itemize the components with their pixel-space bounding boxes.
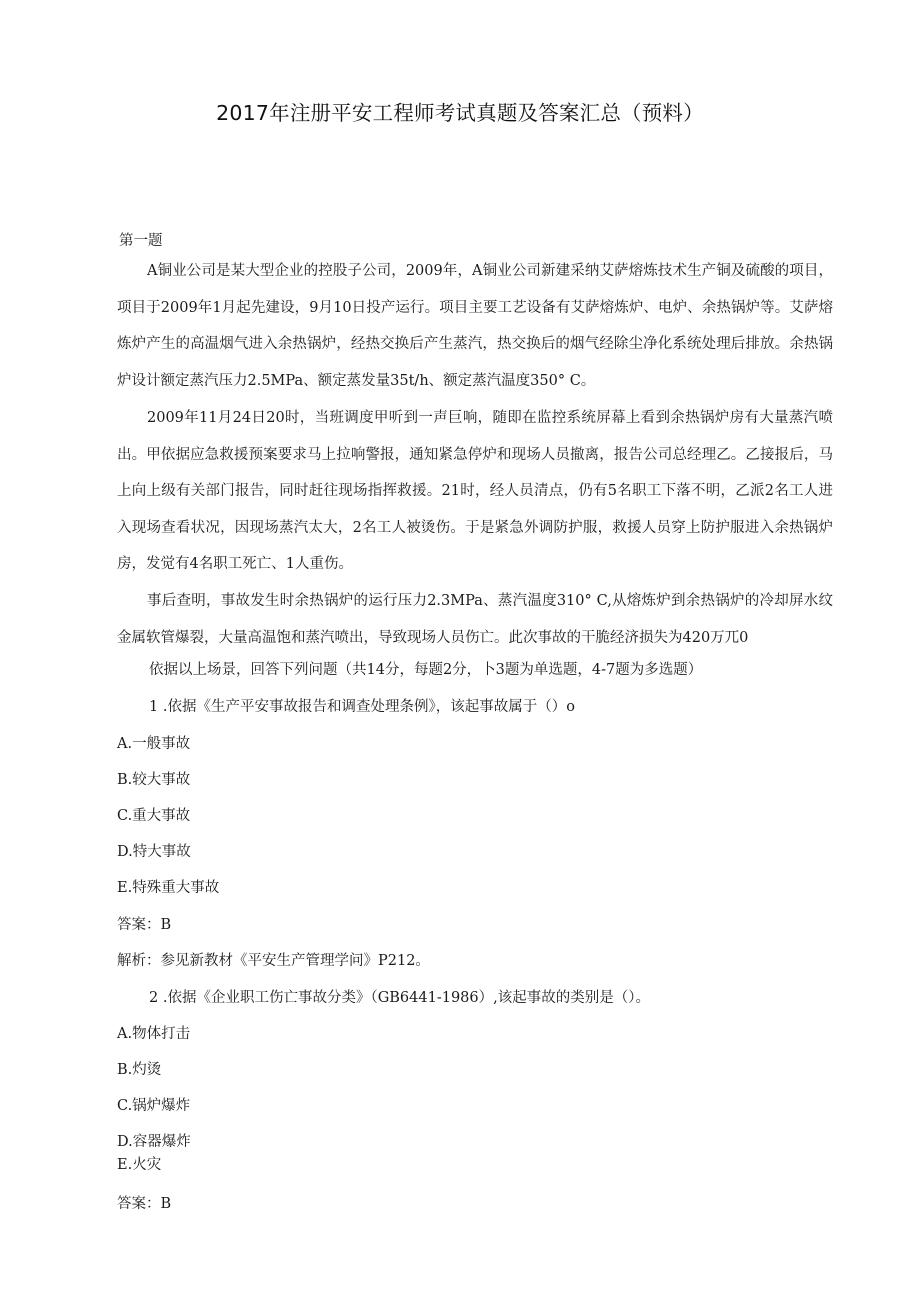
question-2-stem: 2 .依据《企业职工伤亡事故分类》（GB6441-1986）,该起事故的类别是（）。 [149, 990, 650, 1006]
question-2-option-a: A.物体打击 [117, 1026, 191, 1042]
question-1-option-a: A.一般事故 [117, 736, 191, 752]
question-2-option-e: E.火灾 [117, 1157, 162, 1173]
scenario-paragraph-2: 2009年11月24日20时，当班调度甲听到一声巨响，随即在监控系统屏幕上看到余热锅炉房有大量蒸汽喷出。甲依据应急救援预案要求马上拉响警报，通知紧急停炉和现场人员撤离，报告公司总经理乙。乙接报后，马上向上级有关部门报告，同时赶往现场指挥救援。21时，经人员清点，仍有5名职工下落不明，乙派2名工人进入现场查看状况，因现场蒸汽太大，2名工人被烫伤。于是紧急外调防护服，救援人员穿上防护服进入余热锅炉房，发觉有4名职工死亡、1人重伤。 [117, 410, 833, 573]
question-2-option-d: D.容器爆炸 [117, 1134, 191, 1150]
question-1-option-c: C.重大事故 [117, 808, 191, 824]
question-1-option-d: D.特大事故 [117, 844, 191, 860]
scenario-paragraph-1: A铜业公司是某大型企业的控股子公司，2009年，A铜业公司新建采纳艾萨熔炼技术生产铜及硫酸的项目，项目于2009年1月起先建设，9月10日投产运行。项目主要工艺设备有艾萨熔炼炉、电炉、余热锅炉等。艾萨熔炼炉产生的高温烟气进入余热锅炉，经热交换后产生蒸汽，热交换后的烟气经除尘净化系统处理后排放。余热锅炉设计额定蒸汽压力2.5MPa、额定蒸发量35t/h、额定蒸汽温度350° C。 [117, 263, 833, 389]
question-1-option-b: B.较大事故 [117, 772, 191, 788]
scenario-paragraph-3: 事后查明，事故发生时余热锅炉的运行压力2.3MPa、蒸汽温度310° C,从熔炼炉到余热锅炉的冷却屏水纹金属软管爆裂，大量高温饱和蒸汽喷出，导致现场人员伤亡。此次事故的干脆经济损失为420万兀0 [117, 593, 833, 646]
section-label: 第一题 [119, 233, 163, 249]
question-1-analysis: 解析：参见新教材《平安生产管理学问》P212。 [117, 953, 430, 969]
page-title: 2017年注册平安工程师考试真题及答案汇总（预料） [216, 101, 704, 125]
question-1-option-e: E.特殊重大事故 [117, 880, 220, 896]
question-2-option-b: B.灼烫 [117, 1062, 162, 1078]
question-instruction: 依据以上场景，回答下列问题（共14分，每题2分，卜3题为单选题，4-7题为多选题） [149, 662, 703, 678]
question-2-option-c: C.锅炉爆炸 [117, 1098, 191, 1114]
question-1-stem: 1 .依据《生产平安事故报告和调查处理条例》，该起事故属于（）o [149, 699, 575, 715]
question-1-answer: 答案：B [117, 917, 172, 933]
question-2-answer: 答案：B [117, 1196, 172, 1212]
